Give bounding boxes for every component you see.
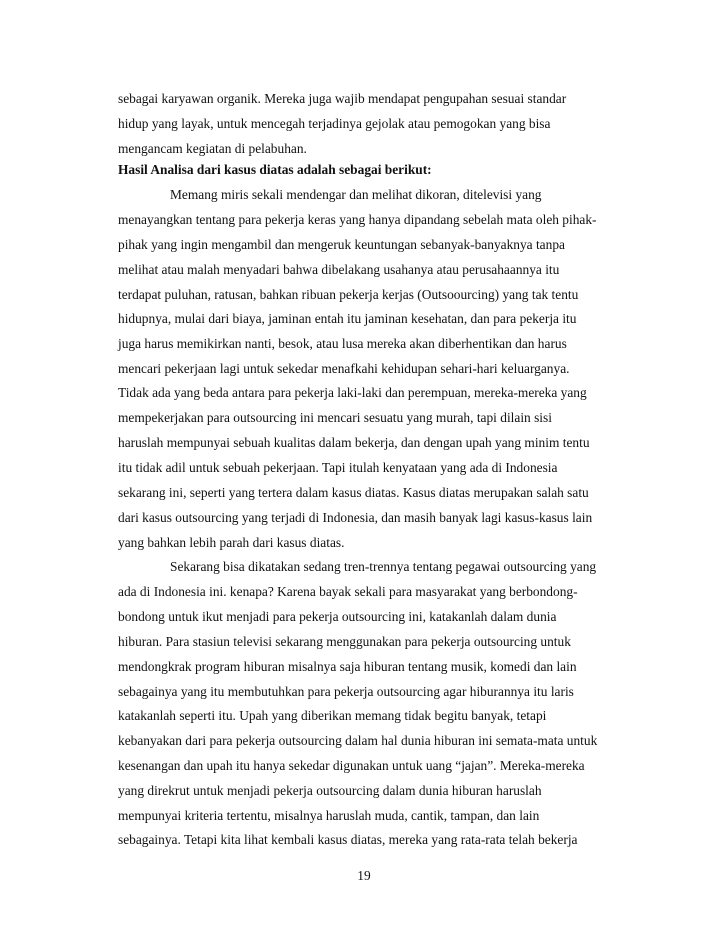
text-line: sebagainya yang itu membutuhkan para pekerja outsourcing agar hiburannya itu laris — [118, 684, 574, 699]
text-line: sebagainya. Tetapi kita lihat kembali kasus diatas, mereka yang rata-rata telah bekerja — [118, 832, 578, 847]
text-line: haruslah mempunyai sebuah kualitas dalam bekerja, dan dengan upah yang minim tentu — [118, 435, 590, 450]
text-line: bondong untuk ikut menjadi para pekerja outsourcing ini, katakanlah dalam dunia — [118, 609, 557, 624]
text-line: katakanlah seperti itu. Upah yang diberikan memang tidak begitu banyak, tetapi — [118, 708, 547, 723]
text-line: juga harus memikirkan nanti, besok, atau lusa mereka akan diberhentikan dan harus — [118, 336, 567, 351]
text-line: melihat atau malah menyadari bahwa dibelakang usahanya atau perusahaannya itu — [118, 262, 560, 277]
text-line: yang direkrut untuk menjadi pekerja outsourcing dalam dunia hiburan haruslah — [118, 783, 542, 798]
text-line: itu tidak adil untuk sebuah pekerjaan. Tapi itulah kenyataan yang ada di Indonesia — [118, 460, 558, 475]
page-number: 19 — [357, 868, 371, 883]
text-line: hidupnya, mulai dari biaya, jaminan entah itu jaminan kesehatan, dan para pekerja itu — [118, 311, 577, 326]
text-line: terdapat puluhan, ratusan, bahkan ribuan pekerja kerjas (Outsoourcing) yang tak tentu — [118, 287, 579, 302]
text-line: pihak yang ingin mengambil dan mengeruk keuntungan sebanyak-banyaknya tanpa — [118, 237, 565, 252]
text-line: mempunyai kriteria tertentu, misalnya haruslah muda, cantik, tampan, dan lain — [118, 808, 540, 823]
paragraph-first-line: Memang miris sekali mendengar dan melihat dikoran, ditelevisi yang — [170, 187, 542, 202]
section-heading: Hasil Analisa dari kasus diatas adalah sebagai berikut: — [118, 162, 432, 177]
text-line: menayangkan tentang para pekerja keras yang hanya dipandang sebelah mata oleh pihak- — [118, 212, 597, 227]
text-line: kesenangan dan upah itu hanya sekedar digunakan untuk uang “jajan”. Mereka-mereka — [118, 758, 585, 773]
paragraph-first-line: Sekarang bisa dikatakan sedang tren-trennya tentang pegawai outsourcing yang — [170, 559, 597, 574]
text-line: hiburan. Para stasiun televisi sekarang menggunakan para pekerja outsourcing untuk — [118, 634, 571, 649]
text-line: ada di Indonesia ini. kenapa? Karena bayak sekali para masyarakat yang berbondong- — [118, 584, 578, 599]
text-line: dari kasus outsourcing yang terjadi di Indonesia, dan masih banyak lagi kasus-kasus lain — [118, 510, 593, 525]
text-line: hidup yang layak, untuk mencegah terjadinya gejolak atau pemogokan yang bisa — [118, 116, 551, 131]
text-line: sebagai karyawan organik. Mereka juga wajib mendapat pengupahan sesuai standar — [118, 91, 567, 106]
text-line: sekarang ini, seperti yang tertera dalam kasus diatas. Kasus diatas merupakan salah satu — [118, 485, 589, 500]
text-line: mencari pekerjaan lagi untuk sekedar menafkahi kehidupan sehari-hari keluarganya. — [118, 361, 570, 376]
text-line: kebanyakan dari para pekerja outsourcing dalam hal dunia hiburan ini semata-mata untuk — [118, 733, 598, 748]
text-line: mendongkrak program hiburan misalnya saja hiburan tentang musik, komedi dan lain — [118, 659, 577, 674]
text-line: mempekerjakan para outsourcing ini mencari sesuatu yang murah, tapi dilain sisi — [118, 410, 552, 425]
text-line: Tidak ada yang beda antara para pekerja laki-laki dan perempuan, mereka-mereka yang — [118, 385, 587, 400]
text-line: yang bahkan lebih parah dari kasus diatas. — [118, 535, 345, 550]
text-line: mengancam kegiatan di pelabuhan. — [118, 141, 307, 156]
